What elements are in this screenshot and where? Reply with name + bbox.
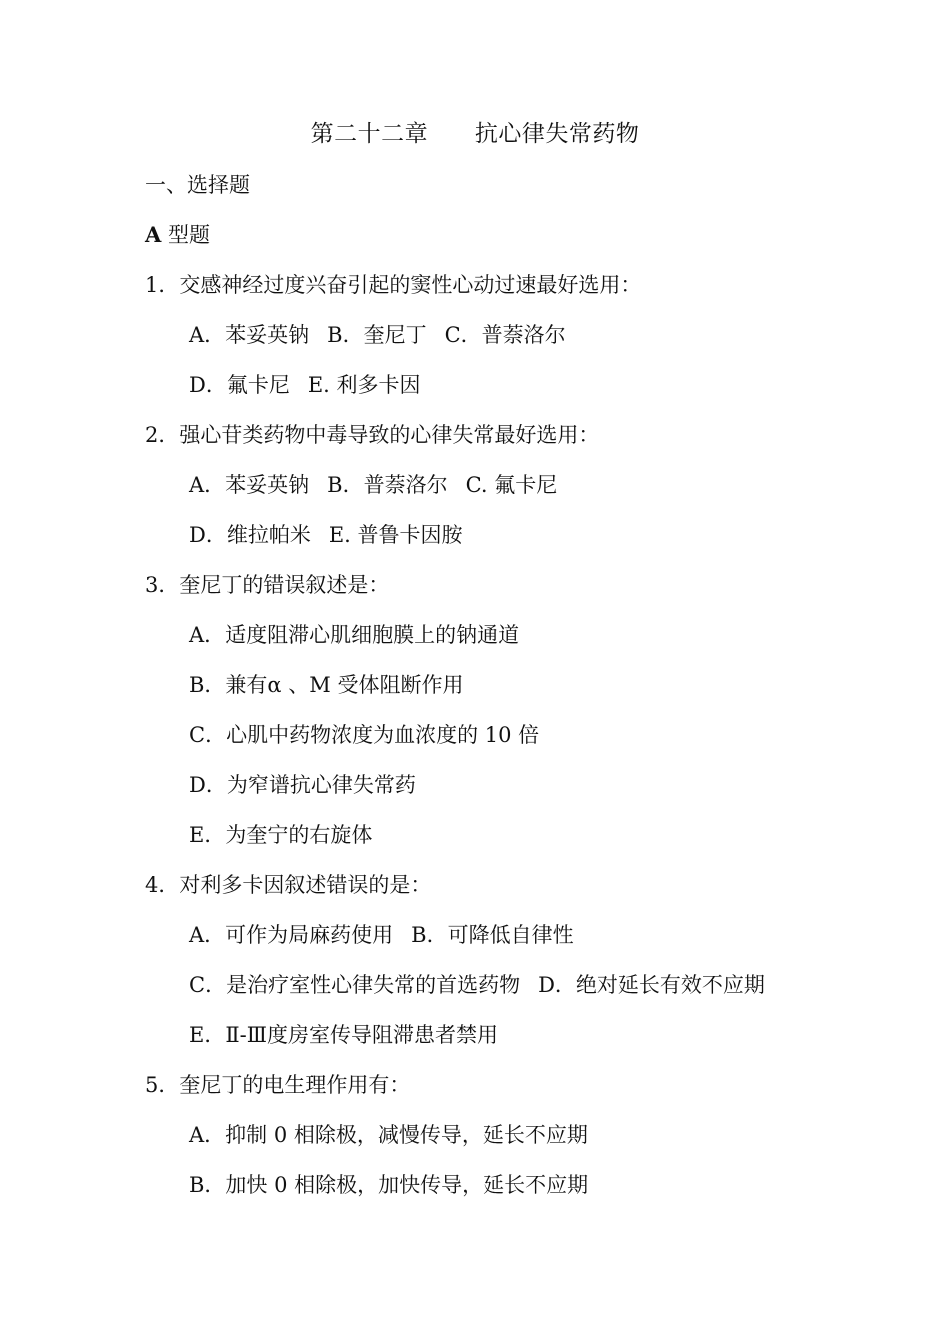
question-5-stem: 5．奎尼丁的电生理作用有： <box>145 1073 411 1097</box>
option-c: C．普萘洛尔 <box>444 323 566 347</box>
question-2-options-line-2 <box>189 520 463 550</box>
question-1-options-line-1 <box>189 320 566 350</box>
question-1-options-line-2 <box>189 370 421 400</box>
option-d: D．维拉帕米 <box>189 523 311 547</box>
option-b: B．兼有α 、M 受体阻断作用 <box>189 673 464 697</box>
option-c: C．是治疗室性心律失常的首选药物 <box>189 973 521 997</box>
question-4-options-line-1 <box>189 920 574 950</box>
type-heading-text: 型题 <box>161 223 210 247</box>
option-d: D．氟卡尼 <box>189 373 290 397</box>
option-b: B．可降低自律性 <box>411 923 574 947</box>
option-c: C. 氟卡尼 <box>465 473 558 497</box>
option-d: D．为窄谱抗心律失常药 <box>189 773 416 797</box>
chapter-title: 第二十二章 抗心律失常药物 <box>310 121 640 147</box>
question-1-stem: 1．交感神经过度兴奋引起的窦性心动过速最好选用： <box>145 273 642 297</box>
type-heading-letter: A <box>145 222 162 247</box>
option-e: E. 利多卡因 <box>307 373 421 397</box>
option-a: A．适度阻滞心肌细胞膜上的钠通道 <box>189 623 520 647</box>
question-2-stem: 2．强心苷类药物中毒导致的心律失常最好选用： <box>145 423 600 447</box>
option-a: A．苯妥英钠 <box>189 323 310 347</box>
option-c: C．心肌中药物浓度为血浓度的 10 倍 <box>189 723 540 747</box>
option-b: B．奎尼丁 <box>327 323 427 347</box>
option-e: E．Ⅱ-Ⅲ度房室传导阻滞患者禁用 <box>189 1023 498 1047</box>
option-a: A．苯妥英钠 <box>189 473 310 497</box>
option-d: D．绝对延长有效不应期 <box>538 973 765 997</box>
option-b: B．普萘洛尔 <box>327 473 448 497</box>
option-e: E．为奎宁的右旋体 <box>189 823 373 847</box>
section-heading: 一、选择题 <box>145 173 250 197</box>
option-a: A．抑制 0 相除极，减慢传导，延长不应期 <box>189 1123 588 1147</box>
option-a: A．可作为局麻药使用 <box>189 923 394 947</box>
option-b: B．加快 0 相除极，加快传导，延长不应期 <box>189 1173 589 1197</box>
question-2-options-line-1 <box>189 470 557 500</box>
question-4-stem: 4．对利多卡因叙述错误的是： <box>145 873 432 897</box>
type-heading <box>145 220 210 250</box>
question-3-stem: 3．奎尼丁的错误叙述是： <box>145 573 390 597</box>
question-4-options-line-2 <box>189 970 765 1000</box>
option-e: E. 普鲁卡因胺 <box>328 523 463 547</box>
